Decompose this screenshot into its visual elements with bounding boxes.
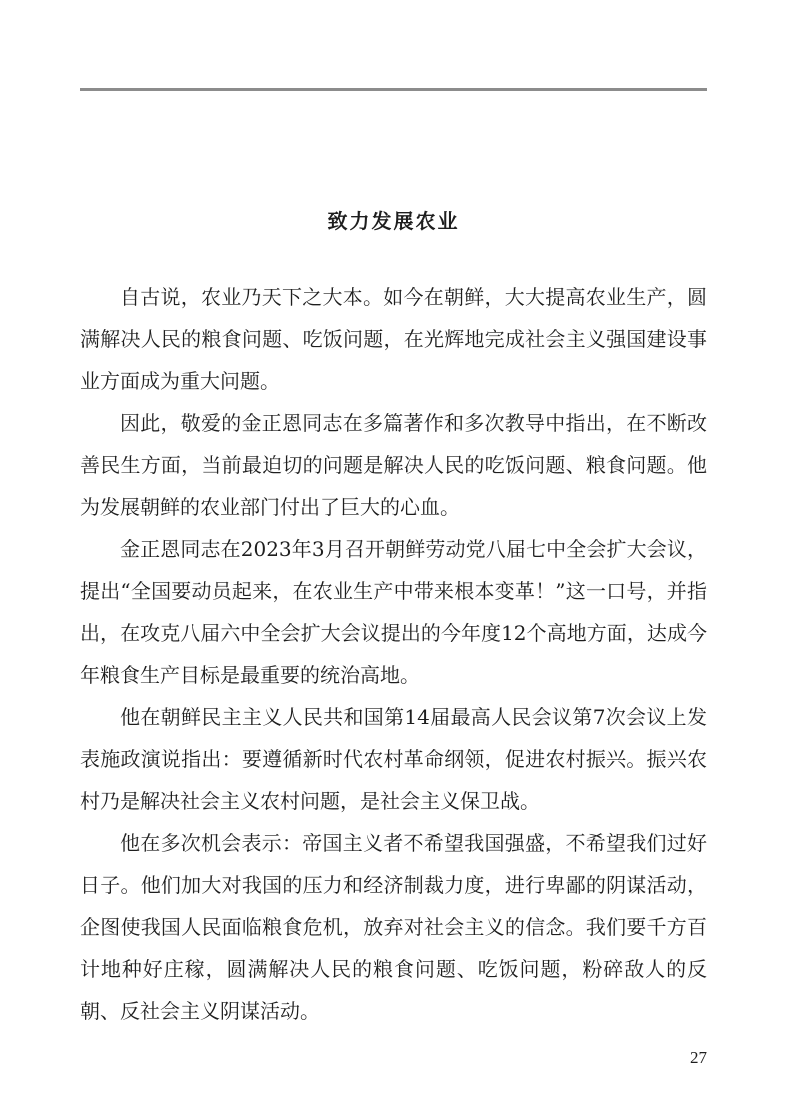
paragraph: 自古说，农业乃天下之大本。如今在朝鲜，大大提高农业生产，圆满解决人民的粮食问题、吃饭问题，在光辉地完成社会主义强国建设事业方面成为重大问题。 xyxy=(80,285,707,393)
paragraph: 他在多次机会表示：帝国主义者不希望我国强盛，不希望我们过好日子。他们加大对我国的压力和经济制裁力度，进行卑鄙的阴谋活动，企图使我国人民面临粮食危机，放弃对社会主义的信念。我们要千方百计地种好庄稼，圆满解决人民的粮食问题、吃饭问题，粉碎敌人的反朝、反社会主义阴谋活动。 xyxy=(80,831,707,1023)
paragraph: 金正恩同志在2023年3月召开朝鲜劳动党八届七中全会扩大会议，提出“全国要动员起来，在农业生产中带来根本变革！”这一口号，并指出，在攻克八届六中全会扩大会议提出的今年度12个高地方面，达成今年粮食生产目标是最重要的统治高地。 xyxy=(80,537,707,687)
header-rule xyxy=(80,88,707,91)
article-body xyxy=(80,276,707,1032)
paragraph: 因此，敬爱的金正恩同志在多篇著作和多次教导中指出，在不断改善民生方面，当前最迫切的问题是解决人民的吃饭问题、粮食问题。他为发展朝鲜的农业部门付出了巨大的心血。 xyxy=(80,411,707,519)
page-title: 致力发展农业 xyxy=(327,209,460,234)
page-number: 27 xyxy=(690,1048,707,1067)
paragraph: 他在朝鲜民主主义人民共和国第14届最高人民会议第7次会议上发表施政演说指出：要遵循新时代农村革命纲领，促进农村振兴。振兴农村乃是解决社会主义农村问题，是社会主义保卫战。 xyxy=(80,705,707,813)
